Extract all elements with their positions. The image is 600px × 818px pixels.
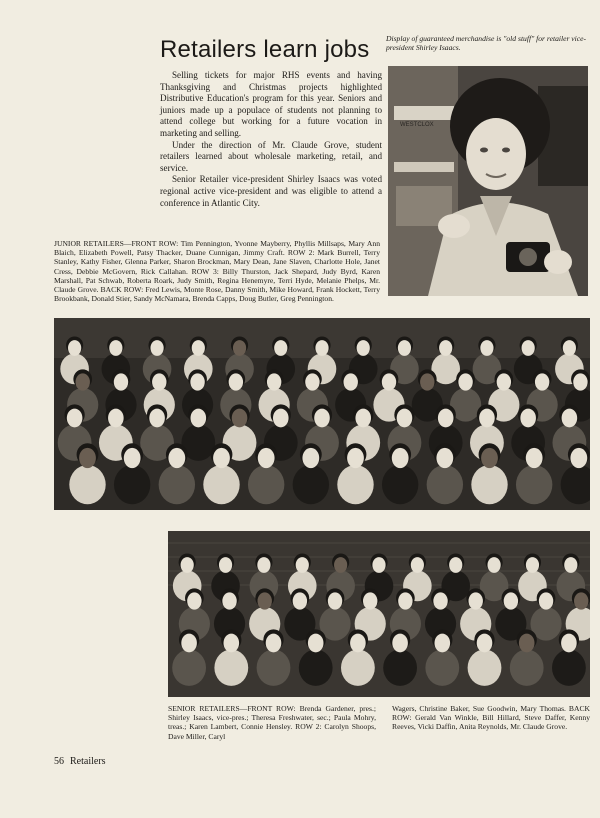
junior-person-face xyxy=(479,409,495,428)
junior-person-face xyxy=(357,340,370,356)
junior-person-face xyxy=(109,340,122,356)
senior-person-face xyxy=(334,557,347,573)
junior-person-face xyxy=(526,448,543,468)
junior-person-face xyxy=(563,340,576,356)
junior-person-face xyxy=(274,340,287,356)
junior-person-face xyxy=(420,373,434,390)
senior-person-face xyxy=(372,557,385,573)
senior-person-face xyxy=(350,634,366,653)
junior-person-body xyxy=(516,465,552,504)
junior-person-face xyxy=(67,409,83,428)
senior-person-face xyxy=(526,557,539,573)
junior-person-face xyxy=(355,409,371,428)
junior-person-face xyxy=(76,373,90,390)
junior-person-face xyxy=(302,448,319,468)
senior-person-face xyxy=(328,592,342,609)
senior-person-body xyxy=(468,650,502,686)
junior-person-face xyxy=(315,340,328,356)
senior-person-body xyxy=(341,650,375,686)
junior-group-photo-image xyxy=(54,318,590,510)
senior-person-face xyxy=(187,592,201,609)
junior-person-face xyxy=(68,340,81,356)
junior-person-face xyxy=(570,448,587,468)
senior-person-face xyxy=(449,557,462,573)
senior-person-body xyxy=(299,650,333,686)
junior-person-face xyxy=(258,448,275,468)
junior-person-face xyxy=(192,340,205,356)
junior-person-face xyxy=(305,373,319,390)
junior-person-face xyxy=(439,340,452,356)
senior-person-body xyxy=(172,650,206,686)
senior-person-face xyxy=(363,592,377,609)
senior-person-body xyxy=(214,650,248,686)
display-sign-label: WESTCLOX xyxy=(400,122,434,128)
page-footer xyxy=(54,756,112,767)
display-photo-image xyxy=(388,66,588,296)
senior-person-face xyxy=(293,592,307,609)
senior-person-face xyxy=(266,634,282,653)
junior-person-face xyxy=(522,340,535,356)
junior-person-face xyxy=(233,340,246,356)
senior-person-body xyxy=(383,650,417,686)
senior-person-body xyxy=(257,650,291,686)
junior-person-face xyxy=(79,448,96,468)
senior-person-face xyxy=(539,592,553,609)
junior-person-face xyxy=(344,373,358,390)
junior-person-body xyxy=(159,465,195,504)
senior-person-face xyxy=(411,557,424,573)
senior-retailers-caption-left: SENIOR RETAILERS—FRONT ROW: Brenda Gardener, pres.; Shirley Isaacs, vice-pres.; Theresa Freshwater, sec.; Paula Mohry, treas.; Karen Lambert, Connie Hensley. ROW 2: Carolyn Shoops, Dave Miller, Caryl xyxy=(168,704,376,741)
junior-person-face xyxy=(124,448,141,468)
senior-person-face xyxy=(219,557,232,573)
senior-person-face xyxy=(392,634,408,653)
senior-person-face xyxy=(257,557,270,573)
senior-person-face xyxy=(181,557,194,573)
page-title: Retailers learn jobs xyxy=(160,36,370,63)
senior-retailers-caption-right: Wagers, Christine Baker, Sue Goodwin, Mary Thomas. BACK ROW: Gerald Van Winkle, Bill Hillard, Steve Daffer, Kenny Reeves, Vicki Daffin, Anita Reynolds, Mr. Claude Grove. xyxy=(392,704,590,732)
senior-person-face xyxy=(308,634,324,653)
senior-group-photo-image xyxy=(168,531,590,697)
senior-person-face xyxy=(504,592,518,609)
senior-person-face xyxy=(398,592,412,609)
senior-person-face xyxy=(222,592,236,609)
senior-person-face xyxy=(224,634,240,653)
section-name: Retailers xyxy=(70,756,106,767)
junior-person-face xyxy=(191,409,207,428)
junior-person-body xyxy=(69,465,105,504)
body-paragraph-3: Senior Retailer vice-president Shirley Isaacs was voted regional active vice-president and was eligible to attend a conference in Atlantic City. xyxy=(160,174,382,208)
junior-person-face xyxy=(436,448,453,468)
body-paragraph-1: Selling tickets for major RHS events and having Thanksgiving and Christmas projects highlighted Distributive Education's program for this year. Seniors and juniors made up a populace of students not planning to attend college but working for a future vocation in marketing and selling. xyxy=(160,70,382,138)
junior-person-face xyxy=(314,409,330,428)
junior-person-face xyxy=(152,373,166,390)
junior-retailers-caption: JUNIOR RETAILERS—FRONT ROW: Tim Pennington, Yvonne Mayberry, Phyllis Millsaps, Mary Ann Blaich, Elizabeth Powell, Patsy Thacker, Duane Cunnigan, Jimmy Craft. ROW 2: Mark Burrell, Terry Stanley, Kathy Fisher, Glenna Parker, Sharon Brockman, Mary Dean, Jane Slaven, Charlotte Hole, Janet Cress, Debbie McGovern, Rick Callahan. ROW 3: Billy Thurston, Jack Shepard, Judy Byrd, Karen Marshall, Pat Schwab, Roberta Roark, Judy Smith, Regina Henemyre, Terri Hyde, Melanie Phelps, Mr. Claude Grove. BACK ROW: Fred Lewis, Monte Rose, Danny Smith, Mike Howard, Frank Hockett, Terry Brookbank, Donald Stier, Sandy McNamara, Brenda Capps, Doug Butler, Greg Pennington. xyxy=(54,239,380,304)
junior-person-body xyxy=(293,465,329,504)
junior-person-body xyxy=(382,465,418,504)
junior-person-face xyxy=(149,409,165,428)
junior-person-face xyxy=(458,373,472,390)
senior-person-face xyxy=(469,592,483,609)
senior-person-face xyxy=(181,634,197,653)
junior-person-face xyxy=(108,409,124,428)
junior-person-face xyxy=(481,448,498,468)
junior-person-face xyxy=(382,373,396,390)
senior-group-photo xyxy=(168,531,590,697)
page-number: 56 xyxy=(54,756,64,767)
junior-person-face xyxy=(397,409,413,428)
junior-person-body xyxy=(337,465,373,504)
junior-person-body xyxy=(248,465,284,504)
junior-person-face xyxy=(562,409,578,428)
junior-person-face xyxy=(438,409,454,428)
junior-person-face xyxy=(480,340,493,356)
junior-person-face xyxy=(267,373,281,390)
junior-person-face xyxy=(150,340,163,356)
senior-person-face xyxy=(477,634,493,653)
senior-person-body xyxy=(425,650,459,686)
body-paragraph-2: Under the direction of Mr. Claude Grove, student retailers learned about wholesale marketing, retail, and service. xyxy=(160,139,382,173)
senior-person-face xyxy=(433,592,447,609)
junior-group-photo xyxy=(54,318,590,510)
junior-person-face xyxy=(520,409,536,428)
junior-person-face xyxy=(497,373,511,390)
senior-person-face xyxy=(487,557,500,573)
article-body xyxy=(160,70,382,209)
junior-person-face xyxy=(392,448,409,468)
senior-person-face xyxy=(564,557,577,573)
junior-person-face xyxy=(190,373,204,390)
photo-caption: Display of guaranteed merchandise is "old stuff" for retailer vice-president Shirley Isaacs. xyxy=(386,34,587,52)
senior-person-face xyxy=(574,592,588,609)
senior-person-body xyxy=(552,650,586,686)
junior-person-face xyxy=(535,373,549,390)
display-photo xyxy=(388,66,588,296)
junior-person-face xyxy=(398,340,411,356)
junior-person-face xyxy=(114,373,128,390)
junior-person-face xyxy=(229,373,243,390)
junior-person-face xyxy=(213,448,230,468)
senior-person-face xyxy=(561,634,577,653)
junior-person-body xyxy=(114,465,150,504)
junior-person-face xyxy=(168,448,185,468)
junior-person-body xyxy=(203,465,239,504)
junior-person-face xyxy=(232,409,248,428)
junior-person-face xyxy=(573,373,587,390)
junior-person-body xyxy=(427,465,463,504)
senior-person-face xyxy=(296,557,309,573)
senior-person-body xyxy=(510,650,544,686)
junior-person-body xyxy=(471,465,507,504)
senior-person-face xyxy=(435,634,451,653)
senior-person-face xyxy=(258,592,272,609)
senior-person-face xyxy=(519,634,535,653)
junior-person-face xyxy=(273,409,289,428)
junior-person-face xyxy=(347,448,364,468)
